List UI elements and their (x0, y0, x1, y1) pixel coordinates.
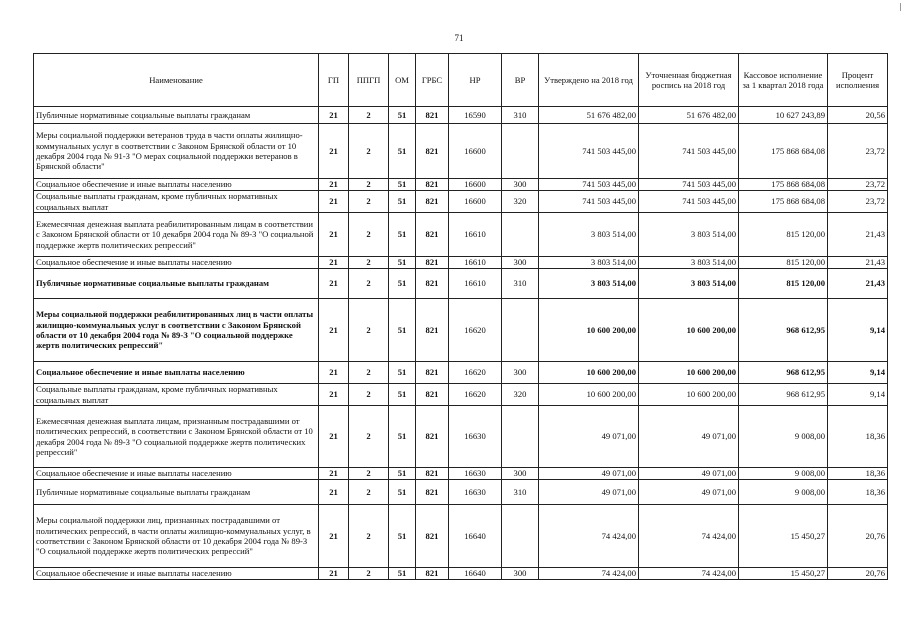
cell-name: Меры социальной поддержки лиц, признанных пострадавшими от политических репрессий, в части оплаты жилищно-коммунальных услуг, в соответствии с Законом Брянской области от 10 декабря 2004 года № 89-З "О социальной поддержке жертв политических репрессий" (34, 505, 319, 568)
cell-percent: 21,43 (828, 213, 888, 257)
cell-approved: 741 503 445,00 (539, 191, 639, 213)
cell-np: 16630 (449, 406, 502, 468)
cell-percent: 18,36 (828, 406, 888, 468)
cell-ppgp: 2 (349, 107, 389, 124)
cell-vr: 320 (502, 384, 539, 406)
cell-om: 51 (389, 213, 416, 257)
cell-name: Публичные нормативные социальные выплаты гражданам (34, 107, 319, 124)
cell-gp: 21 (319, 384, 349, 406)
cell-approved: 49 071,00 (539, 406, 639, 468)
cell-om: 51 (389, 107, 416, 124)
cell-ppgp: 2 (349, 384, 389, 406)
cell-refined: 741 503 445,00 (639, 179, 739, 191)
header-refined: Уточненная бюджетная роспись на 2018 год (639, 54, 739, 107)
cell-grbs: 821 (416, 384, 449, 406)
cell-np: 16620 (449, 384, 502, 406)
table-row (34, 299, 888, 362)
cell-name: Социальные выплаты гражданам, кроме публичных нормативных социальных выплат (34, 191, 319, 213)
cell-np: 16600 (449, 191, 502, 213)
cell-vr (502, 213, 539, 257)
cell-gp: 21 (319, 179, 349, 191)
cell-percent: 23,72 (828, 179, 888, 191)
cell-vr: 300 (502, 468, 539, 480)
cell-percent: 18,36 (828, 468, 888, 480)
table-row (34, 213, 888, 257)
table-row (34, 124, 888, 179)
cell-np: 16610 (449, 257, 502, 269)
cell-refined: 74 424,00 (639, 505, 739, 568)
cell-gp: 21 (319, 468, 349, 480)
cell-grbs: 821 (416, 124, 449, 179)
cell-percent: 9,14 (828, 299, 888, 362)
header-ppgp: ППГП (349, 54, 389, 107)
table-row (34, 191, 888, 213)
table-row (34, 107, 888, 124)
cell-cash: 175 868 684,08 (739, 191, 828, 213)
cell-gp: 21 (319, 213, 349, 257)
cell-ppgp: 2 (349, 505, 389, 568)
cell-refined: 74 424,00 (639, 568, 739, 580)
cell-cash: 815 120,00 (739, 213, 828, 257)
cell-grbs: 821 (416, 406, 449, 468)
table-body (34, 107, 888, 580)
cell-np: 16640 (449, 505, 502, 568)
cell-cash: 968 612,95 (739, 384, 828, 406)
header-vr: ВР (502, 54, 539, 107)
cell-gp: 21 (319, 107, 349, 124)
cell-name: Меры социальной поддержки реабилитированных лиц в части оплаты жилищно-коммунальных услуг в соответствии с Законом Брянской области от 10 декабря 2004 года № 89-З "О социальной поддержке жертв политических репрессий" (34, 299, 319, 362)
cell-om: 51 (389, 568, 416, 580)
cell-vr: 300 (502, 257, 539, 269)
table-row (34, 269, 888, 299)
cell-approved: 741 503 445,00 (539, 124, 639, 179)
table-header-row (34, 54, 888, 107)
cell-name: Социальное обеспечение и иные выплаты населению (34, 179, 319, 191)
cell-vr (502, 124, 539, 179)
cell-percent: 21,43 (828, 269, 888, 299)
header-name: Наименование (34, 54, 319, 107)
cell-name: Меры социальной поддержки ветеранов труда в части оплаты жилищно-коммунальных услуг в соответствии с Законом Брянской области от 10 декабря 2004 года № 91-З "О мерах социальной поддержки ветеранов в Брянской области" (34, 124, 319, 179)
cell-percent: 20,76 (828, 505, 888, 568)
header-cash: Кассовое исполнение за 1 квартал 2018 года (739, 54, 828, 107)
cell-cash: 175 868 684,08 (739, 124, 828, 179)
cell-vr: 300 (502, 179, 539, 191)
cell-om: 51 (389, 362, 416, 384)
cell-grbs: 821 (416, 213, 449, 257)
cell-vr: 310 (502, 107, 539, 124)
cell-vr (502, 299, 539, 362)
cell-gp: 21 (319, 124, 349, 179)
header-om: ОМ (389, 54, 416, 107)
cell-refined: 49 071,00 (639, 468, 739, 480)
cell-approved: 10 600 200,00 (539, 362, 639, 384)
table-row (34, 179, 888, 191)
cell-cash: 15 450,27 (739, 568, 828, 580)
cell-gp: 21 (319, 362, 349, 384)
cell-om: 51 (389, 505, 416, 568)
cell-np: 16620 (449, 299, 502, 362)
cell-grbs: 821 (416, 191, 449, 213)
header-np: НР (449, 54, 502, 107)
cell-grbs: 821 (416, 107, 449, 124)
cell-cash: 175 868 684,08 (739, 179, 828, 191)
cell-refined: 10 600 200,00 (639, 362, 739, 384)
cell-om: 51 (389, 124, 416, 179)
table-row (34, 362, 888, 384)
cell-grbs: 821 (416, 480, 449, 505)
cell-np: 16640 (449, 568, 502, 580)
cell-ppgp: 2 (349, 124, 389, 179)
cell-vr: 300 (502, 568, 539, 580)
cell-approved: 51 676 482,00 (539, 107, 639, 124)
cell-name: Социальное обеспечение и иные выплаты населению (34, 568, 319, 580)
budget-execution-table (33, 53, 888, 580)
cell-np: 16590 (449, 107, 502, 124)
cell-ppgp: 2 (349, 406, 389, 468)
cell-vr (502, 406, 539, 468)
cell-approved: 10 600 200,00 (539, 384, 639, 406)
table-row (34, 505, 888, 568)
cell-om: 51 (389, 299, 416, 362)
cell-percent: 20,76 (828, 568, 888, 580)
cell-grbs: 821 (416, 568, 449, 580)
cell-name: Социальное обеспечение и иные выплаты населению (34, 362, 319, 384)
page-number: 71 (454, 33, 464, 43)
cell-percent: 9,14 (828, 362, 888, 384)
cell-refined: 3 803 514,00 (639, 269, 739, 299)
cell-name: Публичные нормативные социальные выплаты гражданам (34, 480, 319, 505)
cell-refined: 49 071,00 (639, 406, 739, 468)
cell-np: 16620 (449, 362, 502, 384)
cell-gp: 21 (319, 505, 349, 568)
cell-gp: 21 (319, 480, 349, 505)
cell-vr: 310 (502, 269, 539, 299)
cell-ppgp: 2 (349, 191, 389, 213)
cell-grbs: 821 (416, 468, 449, 480)
cell-refined: 10 600 200,00 (639, 299, 739, 362)
cell-ppgp: 2 (349, 179, 389, 191)
cell-approved: 3 803 514,00 (539, 213, 639, 257)
cell-refined: 3 803 514,00 (639, 257, 739, 269)
cell-ppgp: 2 (349, 213, 389, 257)
cell-percent: 20,56 (828, 107, 888, 124)
header-approved: Утверждено на 2018 год (539, 54, 639, 107)
table-row (34, 406, 888, 468)
header-grbs: ГРБС (416, 54, 449, 107)
cell-approved: 741 503 445,00 (539, 179, 639, 191)
cell-approved: 3 803 514,00 (539, 257, 639, 269)
cell-om: 51 (389, 468, 416, 480)
cell-refined: 49 071,00 (639, 480, 739, 505)
cell-vr: 320 (502, 191, 539, 213)
cell-name: Публичные нормативные социальные выплаты гражданам (34, 269, 319, 299)
cell-gp: 21 (319, 269, 349, 299)
cell-refined: 51 676 482,00 (639, 107, 739, 124)
cell-gp: 21 (319, 568, 349, 580)
cell-ppgp: 2 (349, 299, 389, 362)
cell-refined: 741 503 445,00 (639, 124, 739, 179)
cell-np: 16630 (449, 480, 502, 505)
cell-cash: 968 612,95 (739, 299, 828, 362)
cell-percent: 9,14 (828, 384, 888, 406)
cell-gp: 21 (319, 257, 349, 269)
cell-grbs: 821 (416, 179, 449, 191)
cell-om: 51 (389, 480, 416, 505)
cell-om: 51 (389, 384, 416, 406)
cell-cash: 9 008,00 (739, 480, 828, 505)
cell-approved: 74 424,00 (539, 568, 639, 580)
cell-approved: 74 424,00 (539, 505, 639, 568)
cell-name: Социальное обеспечение и иные выплаты населению (34, 257, 319, 269)
cell-ppgp: 2 (349, 480, 389, 505)
cell-approved: 49 071,00 (539, 468, 639, 480)
cell-np: 16630 (449, 468, 502, 480)
cell-ppgp: 2 (349, 468, 389, 480)
cell-name: Социальные выплаты гражданам, кроме публичных нормативных социальных выплат (34, 384, 319, 406)
cell-np: 16610 (449, 269, 502, 299)
cell-grbs: 821 (416, 269, 449, 299)
cell-cash: 15 450,27 (739, 505, 828, 568)
cell-percent: 21,43 (828, 257, 888, 269)
table-row (34, 468, 888, 480)
table-row (34, 480, 888, 505)
cell-approved: 49 071,00 (539, 480, 639, 505)
cell-om: 51 (389, 191, 416, 213)
cell-ppgp: 2 (349, 568, 389, 580)
cell-gp: 21 (319, 299, 349, 362)
cell-cash: 815 120,00 (739, 269, 828, 299)
table-row (34, 568, 888, 580)
cell-gp: 21 (319, 406, 349, 468)
cell-vr: 310 (502, 480, 539, 505)
cell-om: 51 (389, 257, 416, 269)
cell-np: 16600 (449, 179, 502, 191)
cell-approved: 10 600 200,00 (539, 299, 639, 362)
cell-approved: 3 803 514,00 (539, 269, 639, 299)
cell-ppgp: 2 (349, 269, 389, 299)
cell-name: Ежемесячная денежная выплата реабилитированным лицам в соответствии с Законом Брянской области от 10 декабря 2004 года № 89-З "О социальной поддержке жертв политических репрессий" (34, 213, 319, 257)
cell-cash: 9 008,00 (739, 406, 828, 468)
cell-cash: 9 008,00 (739, 468, 828, 480)
cell-cash: 815 120,00 (739, 257, 828, 269)
header-gp: ГП (319, 54, 349, 107)
header-percent: Процент исполнения (828, 54, 888, 107)
cell-refined: 3 803 514,00 (639, 213, 739, 257)
cell-grbs: 821 (416, 505, 449, 568)
cell-ppgp: 2 (349, 257, 389, 269)
cell-percent: 18,36 (828, 480, 888, 505)
cell-om: 51 (389, 269, 416, 299)
cell-grbs: 821 (416, 362, 449, 384)
cell-name: Ежемесячная денежная выплата лицам, признанным пострадавшими от политических репрессий, в соответствии с Законом Брянской области от 10 декабря 2004 года № 89-З "О социальной поддержке жертв политических репрессий" (34, 406, 319, 468)
cell-om: 51 (389, 406, 416, 468)
cell-ppgp: 2 (349, 362, 389, 384)
cell-cash: 968 612,95 (739, 362, 828, 384)
cell-name: Социальное обеспечение и иные выплаты населению (34, 468, 319, 480)
scan-edge-mark (900, 3, 901, 11)
table-row (34, 384, 888, 406)
cell-cash: 10 627 243,89 (739, 107, 828, 124)
cell-gp: 21 (319, 191, 349, 213)
cell-np: 16600 (449, 124, 502, 179)
cell-vr (502, 505, 539, 568)
cell-grbs: 821 (416, 257, 449, 269)
cell-vr: 300 (502, 362, 539, 384)
cell-np: 16610 (449, 213, 502, 257)
cell-percent: 23,72 (828, 124, 888, 179)
cell-refined: 10 600 200,00 (639, 384, 739, 406)
cell-refined: 741 503 445,00 (639, 191, 739, 213)
cell-percent: 23,72 (828, 191, 888, 213)
cell-grbs: 821 (416, 299, 449, 362)
cell-om: 51 (389, 179, 416, 191)
table-row (34, 257, 888, 269)
